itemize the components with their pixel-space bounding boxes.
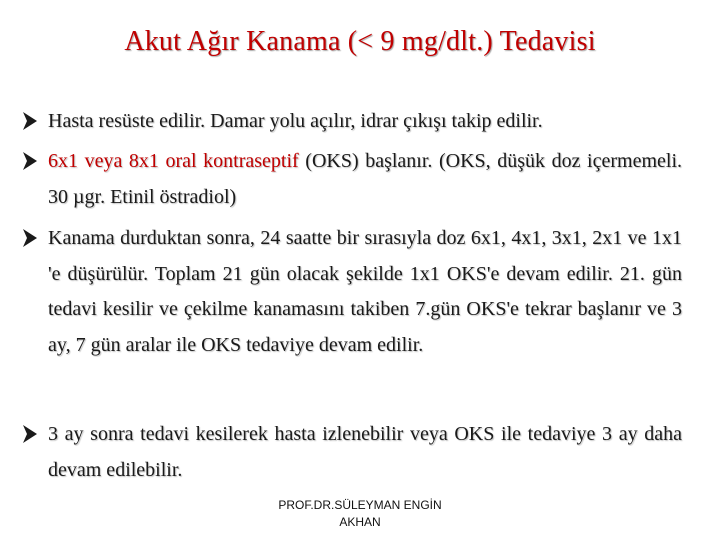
bullet-text: 3 ay sonra tedavi kesilerek hasta izlenebilir veya OKS ile tedaviye 3 ay daha devam edilebilir. <box>48 423 682 481</box>
arrowhead-bullet-icon <box>22 228 38 248</box>
bullet-item <box>22 144 682 215</box>
bullet-item <box>22 104 543 140</box>
arrowhead-bullet-icon <box>22 151 38 171</box>
author-footer <box>230 497 490 531</box>
footer-line: AKHAN <box>339 515 381 529</box>
bullet-text: Kanama durduktan sonra, 24 saatte bir sırasıyla doz 6x1, 4x1, 3x1, 2x1 ve 1x1 'e düşürülür. Toplam 21 gün olacak şekilde 1x1 OKS'e devam edilir. 21. gün tedavi kesilir ve çekilme kanamasını takiben 7.gün OKS'e tekrar başlanır ve 3 ay, 7 gün aralar ile OKS tedaviye devam edilir. <box>48 227 682 356</box>
arrowhead-bullet-icon <box>22 424 38 444</box>
bullet-item <box>22 221 682 363</box>
slide-title: Akut Ağır Kanama (< 9 mg/dlt.) Tedavisi <box>124 26 596 57</box>
arrowhead-bullet-icon <box>22 111 38 131</box>
bullet-text: Hasta resüste edilir. Damar yolu açılır, idrar çıkışı takip edilir. <box>48 110 543 132</box>
footer-line: PROF.DR.SÜLEYMAN ENGİN <box>278 498 442 512</box>
highlighted-text: 6x1 veya 8x1 oral kontraseptif <box>48 150 299 172</box>
bullet-rest-text: (OKS) başlanır. (OKS, düşük doz içermemeli. 30 µgr. Etinil östradiol) <box>48 150 682 208</box>
bullet-item <box>22 417 682 488</box>
bullet-text <box>48 144 682 215</box>
